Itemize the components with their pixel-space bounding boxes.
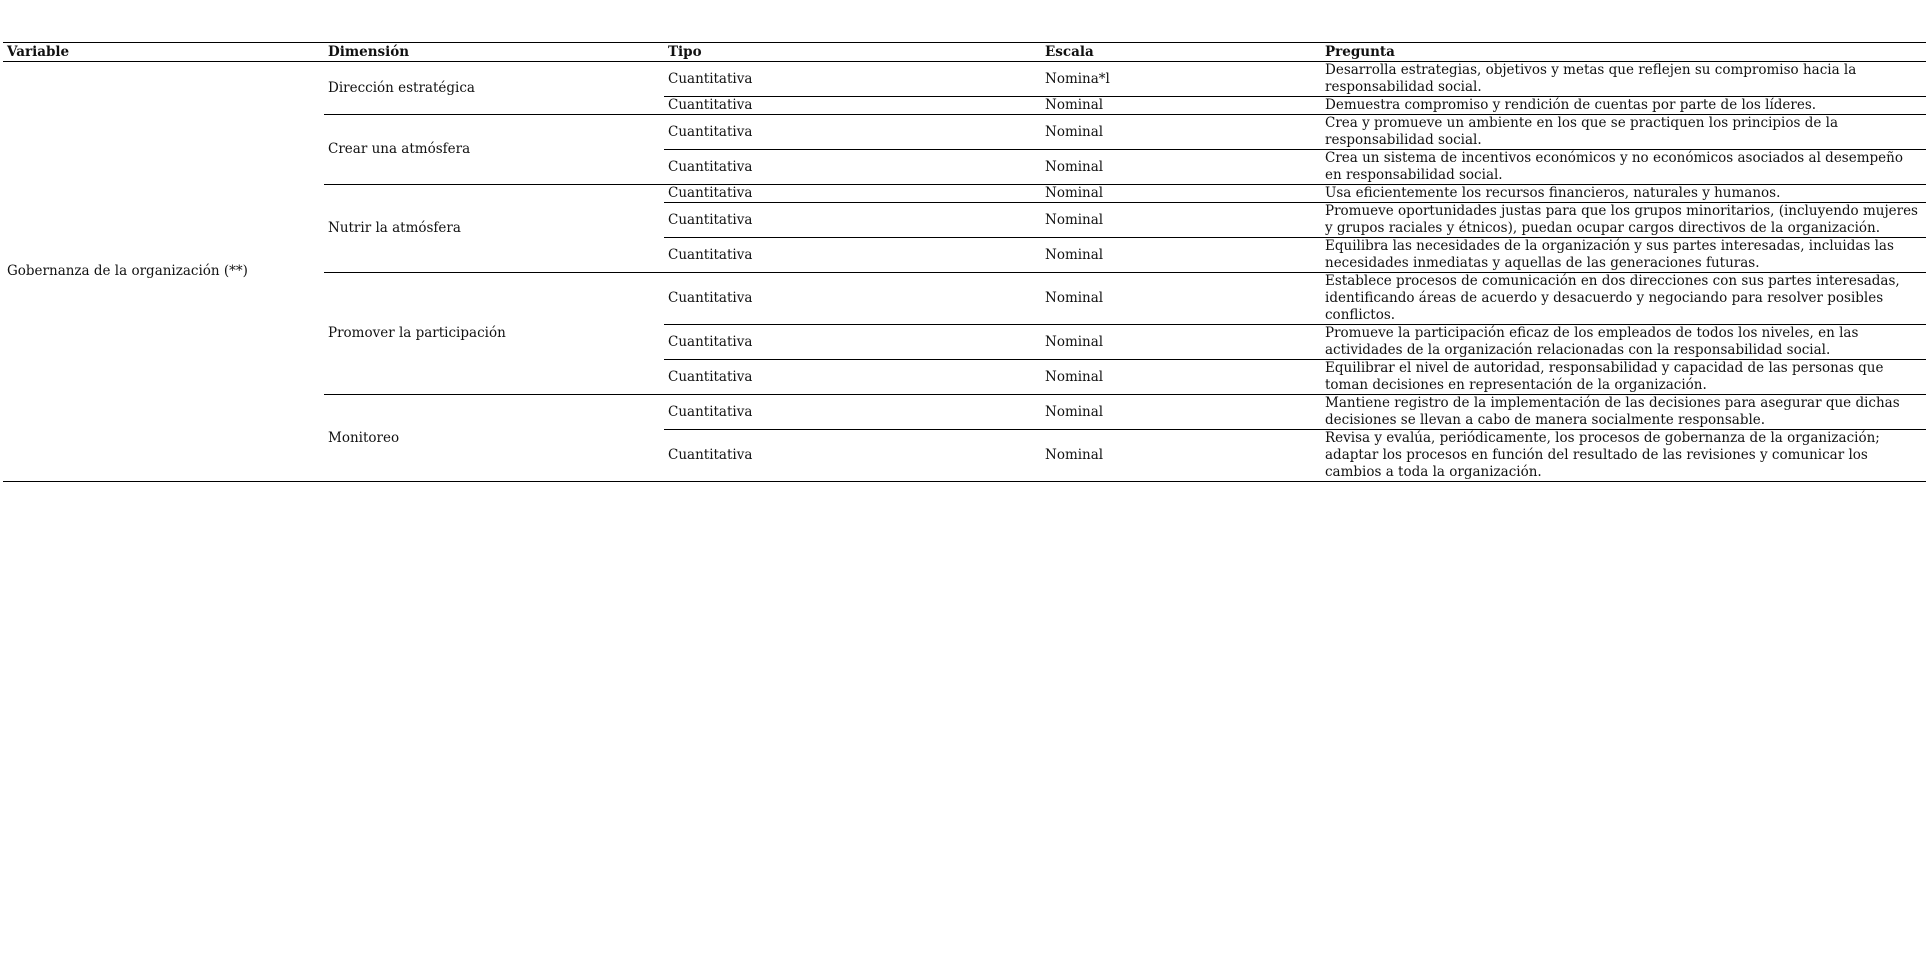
pregunta-cell: Desarrolla estrategias, objetivos y metas que reflejen su compromiso hacia la responsabilidad social. xyxy=(1325,62,1857,95)
escala-cell: Nomina*l xyxy=(1045,70,1110,87)
table-header-row xyxy=(3,43,1926,62)
variables-table xyxy=(3,42,1926,482)
tipo-cell: Cuantitativa xyxy=(664,395,1041,430)
dimension-cell: Dirección estratégica xyxy=(328,79,475,96)
dimension-cell: Monitoreo xyxy=(324,395,664,482)
escala-cell: Nominal xyxy=(1041,273,1321,325)
header-pregunta: Pregunta xyxy=(1321,43,1926,62)
escala-cell: Nominal xyxy=(1041,238,1321,273)
header-variable: Variable xyxy=(3,43,324,62)
tipo-cell: Cuantitativa xyxy=(664,273,1041,325)
escala-cell: Nominal xyxy=(1041,325,1321,360)
pregunta-cell: Crea y promueve un ambiente en los que se practiquen los principios de la responsabilidad social. xyxy=(1321,115,1926,150)
pregunta-cell: Revisa y evalúa, periódicamente, los procesos de gobernanza de la organización; adaptar los procesos en función del resultado de las revisiones y comunicar los cambios a toda la organización. xyxy=(1321,430,1926,482)
tipo-cell: Cuantitativa xyxy=(664,360,1041,395)
escala-cell: Nominal xyxy=(1041,150,1321,185)
tipo-cell: Cuantitativa xyxy=(664,97,1041,115)
pregunta-cell: Promueve la participación eficaz de los empleados de todos los niveles, en las actividades de la organización relacionadas con la responsabilidad social. xyxy=(1321,325,1926,360)
table-row xyxy=(3,62,1926,97)
dimension-cell: Promover la participación xyxy=(324,273,664,395)
header-escala: Escala xyxy=(1041,43,1321,62)
pregunta-cell: Establece procesos de comunicación en dos direcciones con sus partes interesadas, identificando áreas de acuerdo y desacuerdo y negociando para resolver posibles conflictos. xyxy=(1321,273,1926,325)
escala-cell: Nominal xyxy=(1041,97,1321,115)
header-dimension: Dimensión xyxy=(324,43,664,62)
escala-cell: Nominal xyxy=(1041,395,1321,430)
tipo-cell: Cuantitativa xyxy=(664,430,1041,482)
pregunta-cell: Equilibrar el nivel de autoridad, responsabilidad y capacidad de las personas que toman decisiones en representación de la organización. xyxy=(1321,360,1926,395)
tipo-cell: Cuantitativa xyxy=(664,115,1041,150)
escala-cell: Nominal xyxy=(1041,430,1321,482)
escala-cell: Nominal xyxy=(1041,115,1321,150)
escala-cell: Nominal xyxy=(1041,360,1321,395)
header-tipo: Tipo xyxy=(664,43,1041,62)
pregunta-cell: Crea un sistema de incentivos económicos y no económicos asociados al desempeño en responsabilidad social. xyxy=(1321,150,1926,185)
dimension-cell: Crear una atmósfera xyxy=(324,115,664,185)
pregunta-cell: Equilibra las necesidades de la organización y sus partes interesadas, incluidas las necesidades inmediatas y aquellas de las generaciones futuras. xyxy=(1321,238,1926,273)
tipo-cell: Cuantitativa xyxy=(664,150,1041,185)
pregunta-cell: Mantiene registro de la implementación de las decisiones para asegurar que dichas decisiones se llevan a cabo de manera socialmente responsable. xyxy=(1321,395,1926,430)
variables-table-container xyxy=(3,42,1926,482)
dimension-cell: Nutrir la atmósfera xyxy=(324,185,664,273)
escala-cell: Nominal xyxy=(1041,185,1321,203)
tipo-cell: Cuantitativa xyxy=(664,238,1041,273)
variable-cell: Gobernanza de la organización (**) xyxy=(3,62,324,482)
tipo-cell: Cuantitativa xyxy=(664,325,1041,360)
pregunta-cell: Promueve oportunidades justas para que los grupos minoritarios, (incluyendo mujeres y grupos raciales y étnicos), puedan ocupar cargos directivos de la organización. xyxy=(1321,203,1926,238)
tipo-cell: Cuantitativa xyxy=(664,185,1041,203)
table-body xyxy=(3,62,1926,482)
escala-cell: Nominal xyxy=(1041,203,1321,238)
pregunta-cell: Usa eficientemente los recursos financieros, naturales y humanos. xyxy=(1321,185,1926,203)
pregunta-cell: Demuestra compromiso y rendición de cuentas por parte de los líderes. xyxy=(1321,97,1926,115)
tipo-cell: Cuantitativa xyxy=(664,203,1041,238)
tipo-cell: Cuantitativa xyxy=(668,70,753,87)
